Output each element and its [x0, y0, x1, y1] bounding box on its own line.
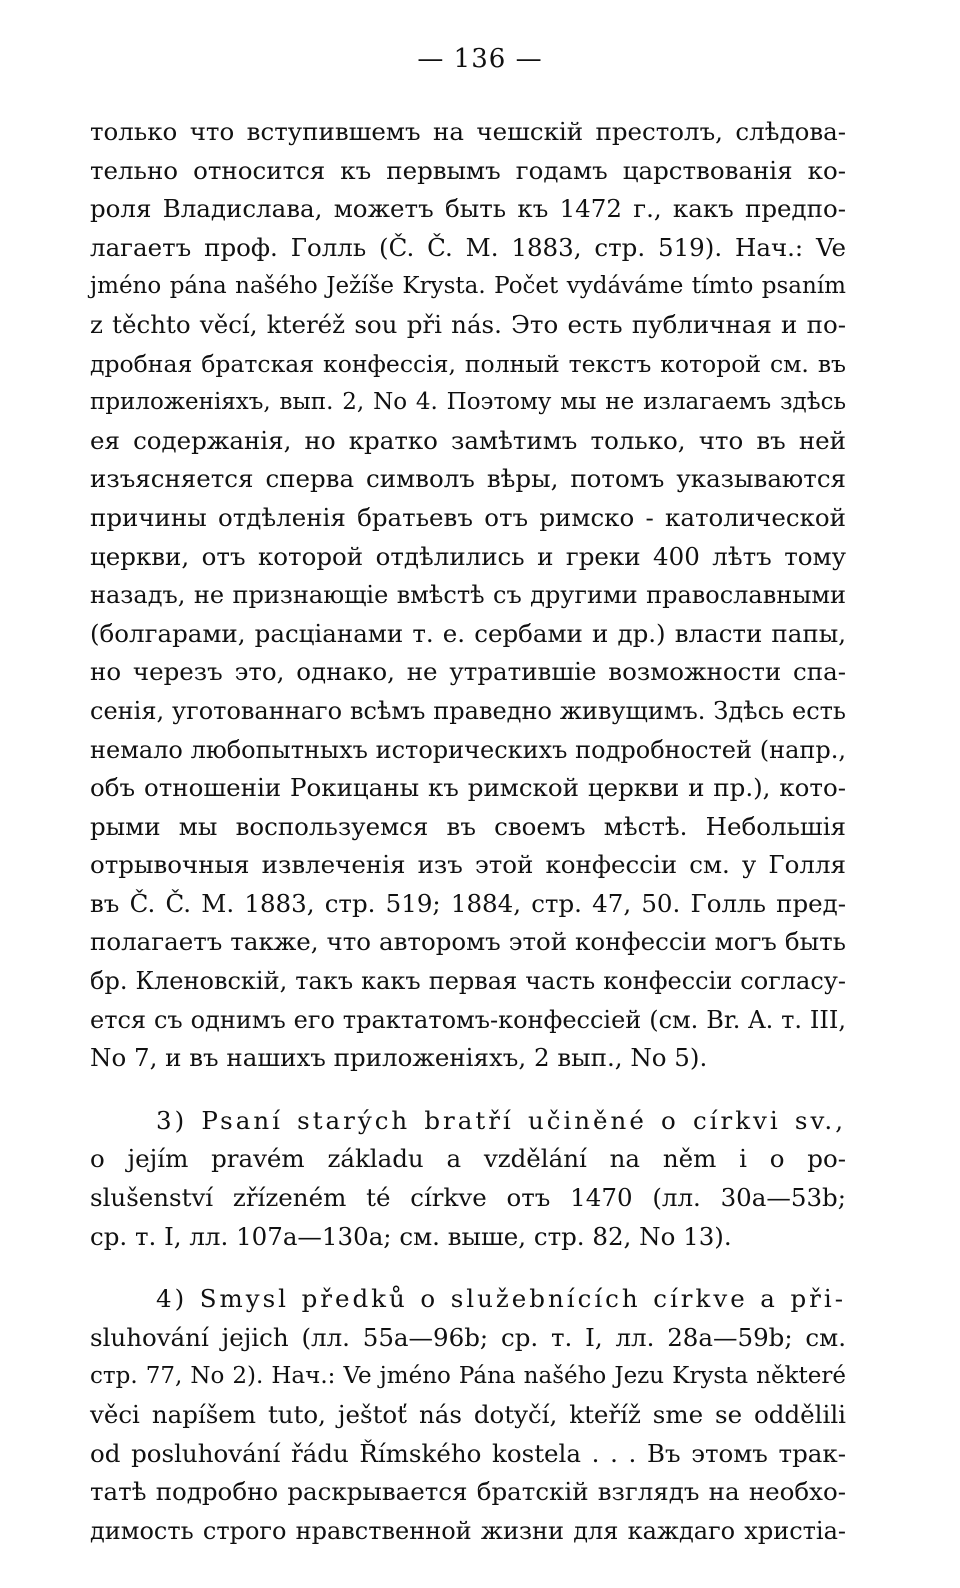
text-line: приложеніяхъ, вып. 2, No 4. Поэтому мы не излагаемъ здѣсь — [90, 389, 846, 416]
body-text — [90, 113, 846, 1550]
text-line: jméno pána našého Ježíše Krysta. Počet vydáváme tímto psaním — [90, 273, 846, 300]
text-line: slušenství zřízeném té církve отъ 1470 (лл. 30a—53b; — [90, 1183, 846, 1213]
text-line: (болгарами, расціанами т. е. сербами и др.) власти папы, — [90, 618, 846, 648]
text-line: дробная братская конфессія, полный текстъ которой см. въ — [90, 349, 846, 378]
paragraph-gap — [90, 1078, 846, 1102]
text-line: но черезъ это, однако, не утратившіе возможности спа- — [90, 657, 846, 687]
text-line: церкви, отъ которой отдѣлились и греки 400 лѣтъ тому — [90, 541, 846, 571]
text-line: объ отношеніи Рокицаны къ римской церкви и пр.), кото- — [90, 773, 846, 803]
text-line: тельно относится къ первымъ годамъ царствованія ко- — [90, 155, 846, 185]
text-line: стр. 77, No 2). Нач.: Ve jméno Pána našého Jezu Krysta některé — [90, 1363, 846, 1390]
page-number: — 136 — — [417, 44, 543, 74]
paragraph-gap — [90, 1256, 846, 1280]
text-line: въ Č. Č. M. 1883, стр. 519; 1884, стр. 47, 50. Голль пред- — [90, 888, 846, 918]
text-line: ется съ однимъ его трактатомъ-конфессіей (см. Br. A. т. III, — [90, 1005, 846, 1034]
text-line: причины отдѣленія братьевъ отъ римско - католической — [90, 502, 846, 532]
text-line: рыми мы воспользуемся въ своемъ мѣстѣ. Небольшія — [90, 811, 846, 841]
text-line: o jejím pravém základu a vzdělání na něm i o po- — [90, 1144, 846, 1174]
text-line: věci napíšem tuto, ještoť nás dotyčí, kteříž sme se oddělili — [90, 1400, 846, 1429]
text-line: изъясняется сперва символъ вѣры, потомъ указываются — [90, 464, 846, 494]
text-line: димость строго нравственной жизни для каждаго христіа- — [90, 1516, 846, 1545]
text-line: немало любопытныхъ историческихъ подробностей (напр., — [90, 735, 846, 764]
text-line: ср. т. I, лл. 107a—130a; см. выше, стр. 82, No 13). — [90, 1221, 732, 1251]
text-line: 4) Smysl předků o služebnících církve a při- — [156, 1284, 846, 1314]
text-line: 3) Psaní starých bratří učiněné o církvi sv., — [156, 1105, 846, 1135]
text-line: z těchto věcí, kteréž sou při nás. Это есть публичная и по- — [90, 309, 846, 339]
text-line: od posluhování řádu Římského kostela . . . Въ этомъ трак- — [90, 1438, 846, 1468]
text-line: бр. Кленовскій, такъ какъ первая часть конфессіи согласу- — [90, 967, 846, 996]
text-line: sluhování jejich (лл. 55a—96b; ср. т. I, лл. 28a—59b; см. — [90, 1322, 846, 1352]
text-line: роля Владислава, можетъ быть къ 1472 г., какъ предпо- — [90, 194, 846, 224]
text-line: ея содержанія, но кратко замѣтимъ только, что въ ней — [90, 425, 846, 455]
text-line: полагаетъ также, что авторомъ этой конфессіи могъ быть — [90, 927, 846, 957]
text-line: сенія, уготованнаго всѣмъ праведно живущимъ. Здѣсь есть — [90, 696, 846, 725]
text-line: лагаетъ проф. Голль (Č. Č. M. 1883, стр. 519). Нач.: Ve — [90, 232, 846, 262]
text-line: назадъ, не признающіе вмѣстѣ съ другими православными — [90, 581, 846, 610]
text-line: No 7, и въ нашихъ приложеніяхъ, 2 вып., No 5). — [90, 1043, 708, 1073]
text-line: отрывочныя извлеченія изъ этой конфессіи см. у Голля — [90, 850, 846, 880]
text-line: только что вступившемъ на чешскій престолъ, слѣдова- — [90, 117, 846, 146]
text-line: татѣ подробно раскрывается братскій взглядъ на необхо- — [90, 1477, 846, 1507]
